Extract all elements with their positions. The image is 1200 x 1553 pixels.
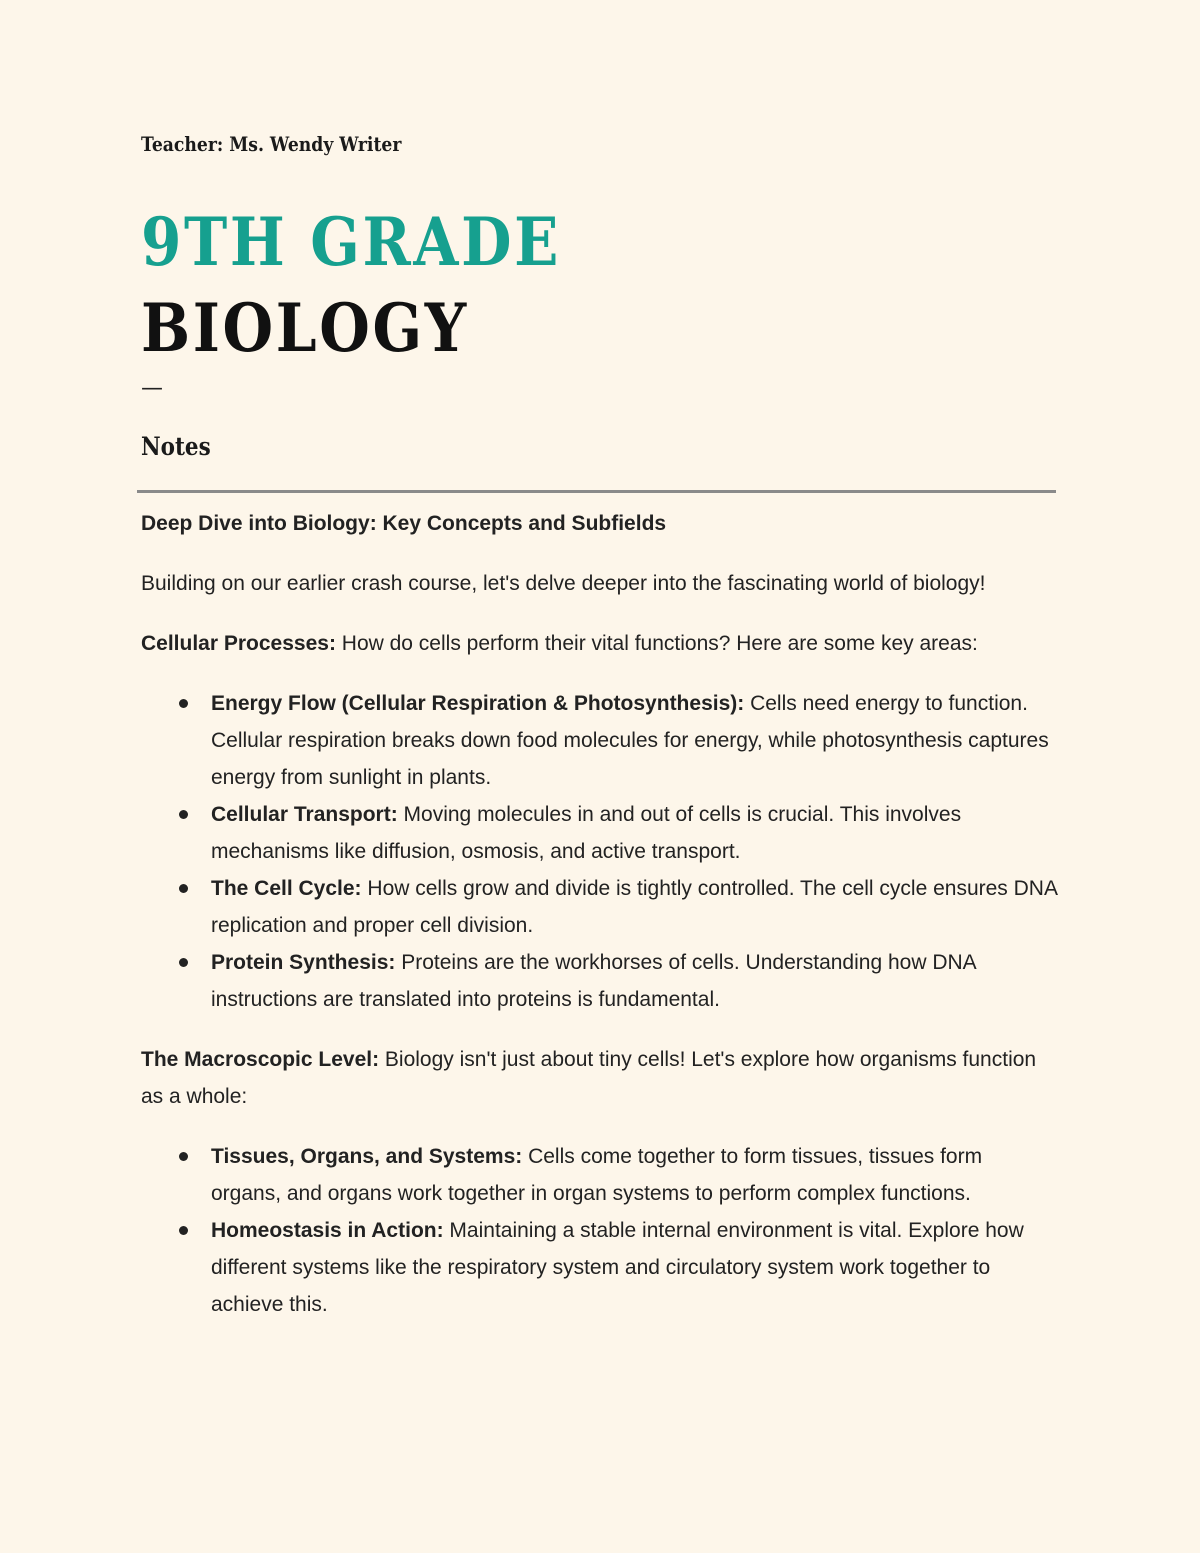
- title-subject: BIOLOGY: [141, 289, 469, 367]
- item-label: Homeostasis in Action:: [211, 1219, 444, 1242]
- item-text: Cells need energy to function. Cellular respiration breaks down food molecules for energy, while photosynthesis captures energy from sunlight in plants.: [211, 692, 1049, 789]
- item-label: Cellular Transport:: [211, 803, 398, 826]
- list-item: [141, 685, 1057, 796]
- list-item: [141, 870, 1057, 944]
- bullet-icon: [179, 1226, 188, 1235]
- item-label: Tissues, Organs, and Systems:: [211, 1145, 523, 1168]
- macroscopic-label: The Macroscopic Level:: [141, 1048, 380, 1071]
- cellular-paragraph: [141, 625, 1057, 662]
- notes-content: [141, 505, 1057, 1346]
- title-dash: —: [141, 376, 163, 401]
- title-grade: 9TH GRADE: [141, 203, 562, 281]
- item-text: Proteins are the workhorses of cells. Understanding how DNA instructions are translated into proteins is fundamental.: [211, 951, 976, 1011]
- item-label: The Cell Cycle:: [211, 877, 362, 900]
- teacher-name: Teacher: Ms. Wendy Writer: [141, 132, 402, 156]
- intro-paragraph: Building on our earlier crash course, let's delve deeper into the fascinating world of biology!: [141, 572, 986, 595]
- item-text: Cells come together to form tissues, tissues form organs, and organs work together in organ systems to perform complex functions.: [211, 1145, 983, 1205]
- cellular-list: [141, 685, 1057, 1018]
- bullet-icon: [179, 699, 188, 708]
- notes-subtitle: Deep Dive into Biology: Key Concepts and Subfields: [141, 512, 667, 535]
- cellular-text: How do cells perform their vital functions? Here are some key areas:: [335, 632, 978, 655]
- item-text: Maintaining a stable internal environment is vital. Explore how different systems like the respiratory system and circulatory system work together to achieve this.: [211, 1219, 1024, 1316]
- bullet-icon: [179, 1152, 188, 1161]
- item-text: How cells grow and divide is tightly controlled. The cell cycle ensures DNA replication and proper cell division.: [211, 877, 1057, 937]
- bullet-icon: [179, 810, 188, 819]
- list-item: [141, 1138, 1057, 1212]
- bullet-icon: [179, 884, 188, 893]
- cellular-label: Cellular Processes:: [141, 632, 336, 655]
- item-label: Protein Synthesis:: [211, 951, 396, 974]
- list-item: [141, 796, 1057, 870]
- item-text: Moving molecules in and out of cells is crucial. This involves mechanisms like diffusion, osmosis, and active transport.: [211, 803, 962, 863]
- macroscopic-paragraph: [141, 1041, 1057, 1115]
- macroscopic-list: [141, 1138, 1057, 1323]
- item-label: Energy Flow (Cellular Respiration & Photosynthesis):: [211, 692, 745, 715]
- divider: [137, 490, 1056, 493]
- section-heading: Notes: [141, 432, 211, 461]
- list-item: [141, 1212, 1057, 1323]
- list-item: [141, 944, 1057, 1018]
- bullet-icon: [179, 958, 188, 967]
- macroscopic-text: Biology isn't just about tiny cells! Let's explore how organisms function as a whole:: [141, 1048, 1037, 1108]
